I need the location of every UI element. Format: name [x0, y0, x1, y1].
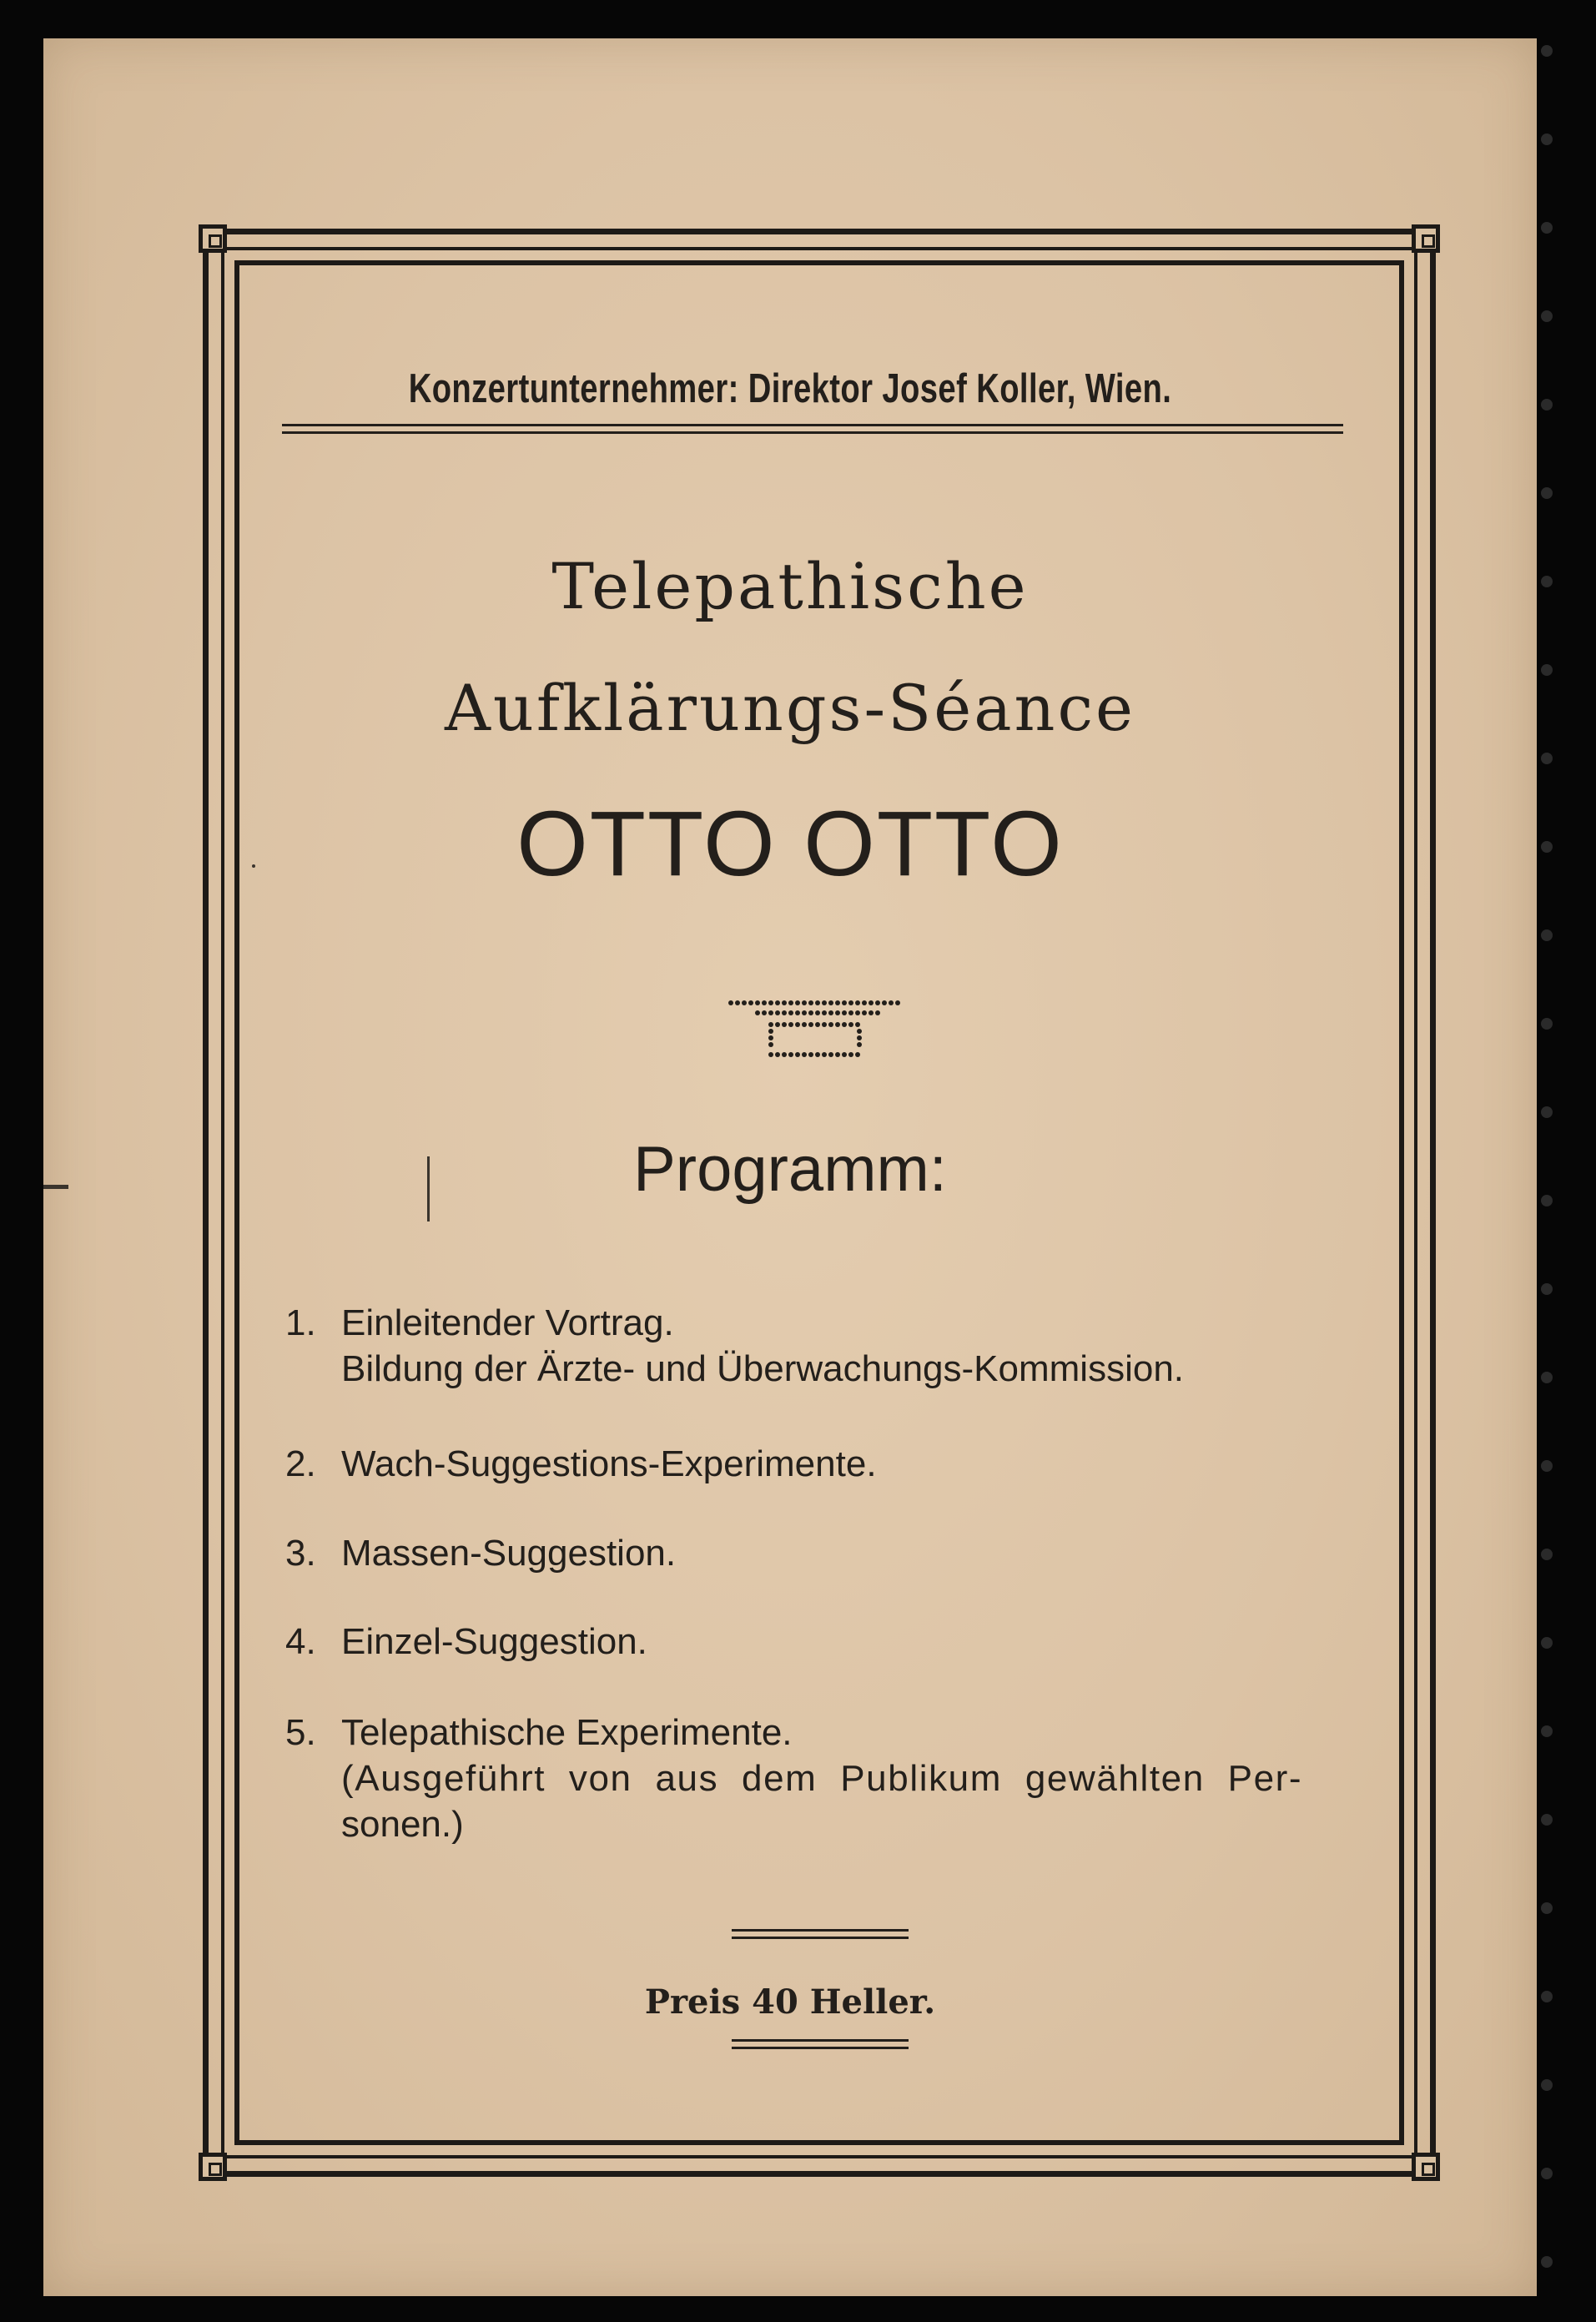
ornament-dot	[742, 1000, 747, 1005]
price-label: Preis 40 Heller.	[644, 1982, 936, 2022]
binder-hole-icon	[1541, 1106, 1553, 1118]
ornament-dot	[795, 1022, 800, 1027]
price-rule-top-1	[732, 1929, 909, 1932]
binder-hole-icon	[1541, 1460, 1553, 1472]
binder-hole-icon	[1541, 222, 1553, 234]
ornament-dot	[862, 1010, 867, 1015]
ornament-dot	[735, 1000, 740, 1005]
frame-corner-icon	[1412, 224, 1440, 253]
ornament-dot	[802, 1052, 807, 1057]
ornament-dot	[835, 1010, 840, 1015]
program-item-line: Massen-Suggestion.	[341, 1533, 677, 1574]
binder-hole-icon	[1541, 1372, 1553, 1383]
ornament-dot	[822, 1000, 827, 1005]
ornament-dot	[768, 1000, 773, 1005]
program-item-5	[285, 1710, 1387, 1847]
binder-hole-icon	[1541, 487, 1553, 499]
binder-hole-icon	[1541, 1283, 1553, 1295]
ornament-dot	[842, 1052, 847, 1057]
ornament-dot	[822, 1052, 827, 1057]
ornament-dot	[828, 1010, 833, 1015]
program-item-line: Wach-Suggestions-Experimente.	[341, 1443, 877, 1484]
ornament-dot	[808, 1022, 813, 1027]
ornament-dot	[782, 1052, 787, 1057]
ornament-dot	[875, 1010, 880, 1015]
ornament-dot	[802, 1010, 807, 1015]
ornament-dot	[788, 1010, 793, 1015]
ornament-dot	[795, 1010, 800, 1015]
price-rule-bottom-2	[732, 2047, 909, 2049]
ornament-dot	[795, 1052, 800, 1057]
dotted-ornament-icon	[728, 1000, 903, 1060]
program-item-number: 3.	[285, 1533, 316, 1574]
ornament-dot	[868, 1010, 874, 1015]
ornament-dot	[855, 1022, 860, 1027]
ornament-dot	[855, 1010, 860, 1015]
ornament-dot	[782, 1000, 787, 1005]
ornament-dot	[868, 1000, 874, 1005]
ornament-dot	[755, 1000, 760, 1005]
program-item-1	[285, 1300, 1387, 1392]
binder-hole-icon	[1541, 2256, 1553, 2268]
ornament-dot	[748, 1000, 753, 1005]
binder-hole-icon	[1541, 753, 1553, 764]
binder-hole-icon	[1541, 1018, 1553, 1030]
ornament-dot	[828, 1000, 833, 1005]
ornament-dot	[835, 1052, 840, 1057]
binder-hole-icon	[1541, 1549, 1553, 1560]
binder-hole-icon	[1541, 2168, 1553, 2179]
binder-hole-icon	[1541, 1902, 1553, 1914]
binder-hole-icon	[1541, 929, 1553, 941]
program-item-number: 2.	[285, 1443, 316, 1484]
ornament-dot	[782, 1022, 787, 1027]
ornament-dot	[775, 1052, 780, 1057]
ornament-dot	[802, 1022, 807, 1027]
program-item-number: 5.	[285, 1712, 316, 1753]
ornament-dot	[895, 1000, 900, 1005]
ornament-dot	[788, 1052, 793, 1057]
paper-mark	[427, 1156, 430, 1221]
ornament-dot	[808, 1010, 813, 1015]
ornament-dot	[815, 1022, 820, 1027]
ornament-dot	[822, 1010, 827, 1015]
ornament-dot	[762, 1010, 767, 1015]
ornament-dot	[775, 1022, 780, 1027]
ornament-dot	[755, 1010, 760, 1015]
ornament-dot	[857, 1042, 862, 1047]
program-item-line: Bildung der Ärzte- und Überwachungs-Kommission.	[341, 1348, 1185, 1389]
organizer-line: Konzertunternehmer: Direktor Josef Koller, Wien.	[408, 366, 1172, 411]
program-item-line: sonen.)	[341, 1804, 464, 1845]
ornament-dot	[862, 1000, 867, 1005]
price-rule-bottom-1	[732, 2039, 909, 2042]
binder-hole-icon	[1541, 664, 1553, 676]
ornament-dot	[857, 1029, 862, 1034]
ornament-dot	[728, 1000, 733, 1005]
ornament-dot	[875, 1000, 880, 1005]
title-line-2: Aufklärungs-Séance	[444, 671, 1136, 745]
binder-hole-icon	[1541, 841, 1553, 853]
paper-sheet	[43, 38, 1537, 2296]
frame-corner-icon	[199, 224, 227, 253]
ornament-dot	[808, 1000, 813, 1005]
program-item-line: Einzel-Suggestion.	[341, 1621, 647, 1662]
ornament-dot	[768, 1052, 773, 1057]
paper-mark	[43, 1185, 68, 1189]
ornament-dot	[815, 1000, 820, 1005]
binder-hole-icon	[1541, 45, 1553, 57]
ornament-dot	[857, 1035, 862, 1040]
title-line-1: Telepathische	[551, 549, 1029, 623]
performer-name: OTTO OTTO	[516, 793, 1064, 895]
ornament-dot	[808, 1052, 813, 1057]
program-item-line: (Ausgeführt von aus dem Publikum gewählten Per-	[341, 1758, 1303, 1799]
binder-hole-icon	[1541, 1725, 1553, 1737]
paper-mark	[252, 864, 255, 868]
organizer-rule-top	[282, 424, 1343, 426]
ornament-dot	[855, 1000, 860, 1005]
ornament-dot	[762, 1000, 767, 1005]
ornament-dot	[828, 1052, 833, 1057]
organizer-rule-bottom	[282, 431, 1343, 434]
ornament-dot	[768, 1042, 773, 1047]
ornament-dot	[815, 1052, 820, 1057]
ornament-dot	[855, 1052, 860, 1057]
ornament-dot	[768, 1010, 773, 1015]
binder-hole-icon	[1541, 1991, 1553, 2002]
ornament-dot	[768, 1035, 773, 1040]
ornament-dot	[788, 1022, 793, 1027]
ornament-dot	[815, 1010, 820, 1015]
program-item-number: 1.	[285, 1302, 316, 1343]
program-heading: Programm:	[633, 1134, 947, 1205]
ornament-dot	[842, 1010, 847, 1015]
binder-hole-icon	[1541, 1637, 1553, 1649]
ornament-dot	[828, 1022, 833, 1027]
ornament-dot	[842, 1000, 847, 1005]
binder-hole-icon	[1541, 2079, 1553, 2091]
ornament-dot	[795, 1000, 800, 1005]
binder-hole-icon	[1541, 1195, 1553, 1206]
ornament-dot	[768, 1029, 773, 1034]
ornament-dot	[782, 1010, 787, 1015]
ornament-dot	[848, 1010, 853, 1015]
ornament-dot	[822, 1022, 827, 1027]
program-item-line: Telepathische Experimente.	[341, 1712, 793, 1753]
ornament-dot	[848, 1022, 853, 1027]
ornament-dot	[889, 1000, 894, 1005]
ornament-dot	[848, 1000, 853, 1005]
ornament-dot	[788, 1000, 793, 1005]
binder-hole-icon	[1541, 576, 1553, 587]
ornament-dot	[882, 1000, 887, 1005]
binder-hole-icon	[1541, 1814, 1553, 1826]
price-rule-top-2	[732, 1937, 909, 1939]
ornament-dot	[835, 1022, 840, 1027]
frame-corner-icon	[1412, 2153, 1440, 2181]
ornament-dot	[802, 1000, 807, 1005]
binder-hole-icon	[1541, 133, 1553, 145]
ornament-dot	[775, 1010, 780, 1015]
ornament-dot	[775, 1000, 780, 1005]
program-item-number: 4.	[285, 1621, 316, 1662]
ornament-dot	[768, 1022, 773, 1027]
binder-hole-icon	[1541, 310, 1553, 322]
binder-hole-icon	[1541, 399, 1553, 411]
frame-corner-icon	[199, 2153, 227, 2181]
program-item-2	[285, 1441, 1387, 1487]
ornament-dot	[835, 1000, 840, 1005]
ornament-dot	[842, 1022, 847, 1027]
program-item-line: Einleitender Vortrag.	[341, 1302, 674, 1343]
program-item-3	[285, 1530, 1387, 1576]
program-item-4	[285, 1619, 1387, 1665]
ornament-dot	[848, 1052, 853, 1057]
